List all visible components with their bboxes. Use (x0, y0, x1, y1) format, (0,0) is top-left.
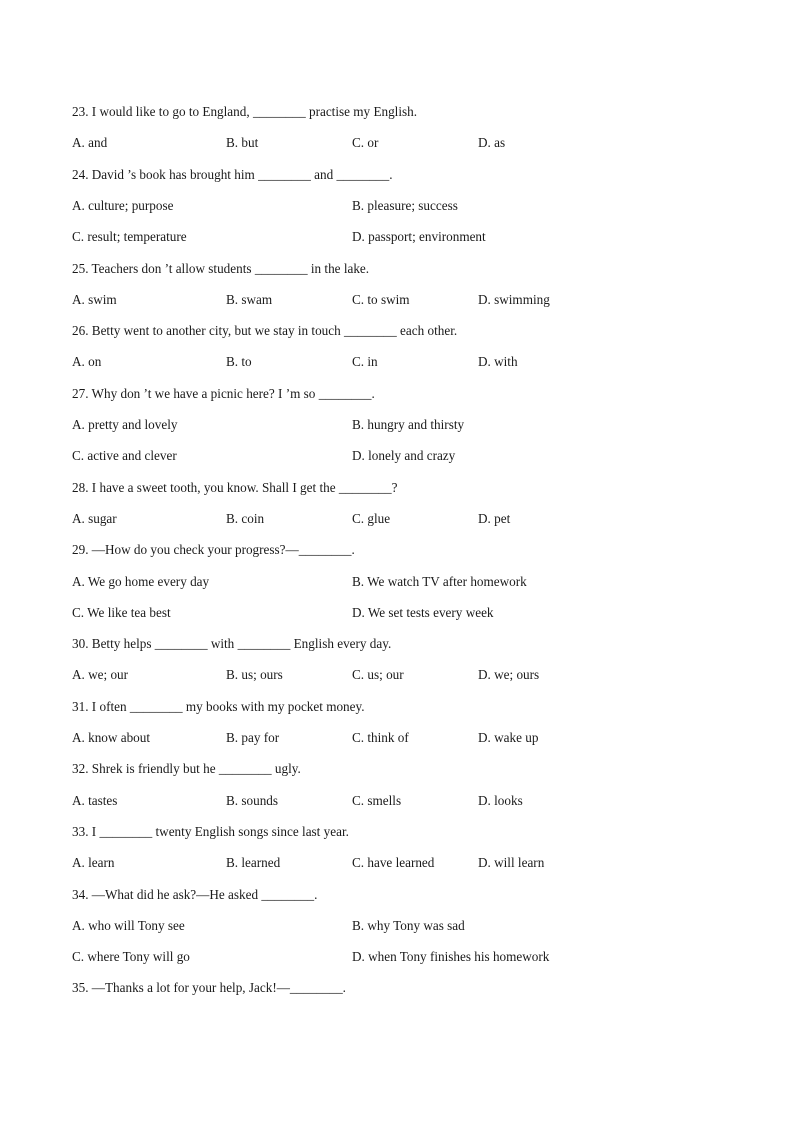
question-text: 31. I often ________ my books with my pocket money. (72, 698, 365, 714)
answer-option-c: C. to swim (352, 291, 410, 307)
question-text: 32. Shrek is friendly but he ________ ugly. (72, 761, 301, 777)
question-stem (72, 885, 732, 905)
options-row (72, 728, 732, 748)
options-row (72, 853, 732, 873)
answer-option-a: A. learn (72, 855, 115, 871)
answer-option-c: C. or (352, 135, 379, 151)
answer-option-b: B. swam (226, 291, 273, 307)
options-row (72, 947, 732, 967)
answer-option-a: A. pretty and lovely (72, 417, 178, 432)
question-text: 29. —How do you check your progress?—________. (72, 542, 355, 558)
options-row (72, 572, 732, 592)
answer-option-b: B. sounds (226, 792, 279, 808)
answer-option-d: D. looks (478, 792, 523, 808)
answer-option-a: A. culture; purpose (72, 197, 174, 213)
options-row (72, 352, 732, 372)
answer-option-d: D. lonely and crazy (352, 448, 456, 464)
answer-option-c: C. where Tony will go (72, 949, 190, 965)
question-stem (72, 478, 732, 498)
answer-option-d: D. when Tony finishes his homework (352, 949, 550, 965)
answer-option-a: A. we; our (72, 667, 129, 683)
answer-option-c: C. think of (352, 730, 409, 745)
answer-option-b: B. pleasure; success (352, 197, 458, 213)
answer-option-c: C. glue (352, 510, 391, 526)
question-text: 26. Betty went to another city, but we stay in touch ________ each other. (72, 323, 458, 339)
question-stem (72, 634, 732, 654)
options-row (72, 603, 732, 623)
options-row (72, 196, 732, 216)
question-stem (72, 259, 732, 279)
options-row (72, 446, 732, 466)
answer-option-b: B. coin (226, 510, 265, 526)
question-text: 23. I would like to go to England, ________ practise my English. (72, 104, 418, 119)
answer-option-d: D. with (478, 354, 518, 370)
answer-option-d: D. passport; environment (352, 229, 486, 245)
answer-option-c: C. We like tea best (72, 604, 171, 620)
question-stem (72, 540, 732, 560)
question-text: 25. Teachers don ’t allow students ________ in the lake. (72, 260, 370, 276)
answer-option-c: C. us; our (352, 667, 404, 683)
answer-option-a: A. who will Tony see (72, 917, 185, 933)
question-text: 24. David ’s book has brought him ________ and ________. (72, 166, 393, 182)
question-text: 33. I ________ twenty English songs since last year. (72, 823, 349, 839)
answer-option-a: A. know about (72, 730, 151, 745)
question-stem (72, 165, 732, 185)
answer-option-b: B. to (226, 354, 252, 370)
answer-option-a: A. on (72, 354, 102, 370)
question-text: 30. Betty helps ________ with ________ English every day. (72, 636, 392, 652)
answer-option-a: A. sugar (72, 510, 117, 526)
answer-option-c: C. in (352, 354, 378, 370)
answer-option-a: A. swim (72, 291, 117, 307)
answer-option-d: D. as (478, 135, 506, 151)
answer-option-c: C. have learned (352, 855, 435, 871)
question-stem (72, 759, 732, 779)
options-row (72, 665, 732, 685)
answer-option-b: B. hungry and thirsty (352, 417, 465, 432)
question-stem (72, 384, 732, 404)
answer-option-c: C. active and clever (72, 448, 177, 464)
answer-option-b: B. pay for (226, 730, 280, 745)
question-stem (72, 978, 732, 998)
answer-option-d: D. swimming (478, 291, 550, 307)
options-row (72, 133, 732, 153)
question-stem (72, 697, 732, 717)
answer-option-b: B. us; ours (226, 667, 283, 683)
question-text: 27. Why don ’t we have a picnic here? I ’m so ________. (72, 385, 375, 401)
question-stem (72, 321, 732, 341)
answer-option-a: A. We go home every day (72, 573, 210, 589)
question-stem (72, 822, 732, 842)
options-row (72, 415, 732, 435)
question-text: 35. —Thanks a lot for your help, Jack!—________. (72, 980, 346, 996)
options-row (72, 916, 732, 936)
answer-option-d: D. pet (478, 510, 511, 526)
answer-option-d: D. wake up (478, 730, 539, 745)
options-row (72, 290, 732, 310)
options-row (72, 791, 732, 811)
answer-option-b: B. but (226, 135, 259, 151)
options-row (72, 227, 732, 247)
question-text: 34. —What did he ask?—He asked ________. (72, 886, 318, 902)
answer-option-b: B. learned (226, 855, 281, 871)
answer-option-d: D. we; ours (478, 667, 540, 683)
answer-option-c: C. result; temperature (72, 229, 187, 245)
answer-option-b: B. We watch TV after homework (352, 573, 527, 589)
answer-option-c: C. smells (352, 792, 402, 808)
answer-option-a: A. tastes (72, 792, 118, 808)
answer-option-a: A. and (72, 135, 108, 151)
answer-option-d: D. We set tests every week (352, 604, 494, 620)
question-text: 28. I have a sweet tooth, you know. Shall I get the ________? (72, 479, 398, 495)
options-row (72, 509, 732, 529)
question-stem (72, 102, 732, 122)
answer-option-d: D. will learn (478, 855, 545, 871)
answer-option-b: B. why Tony was sad (352, 917, 465, 933)
